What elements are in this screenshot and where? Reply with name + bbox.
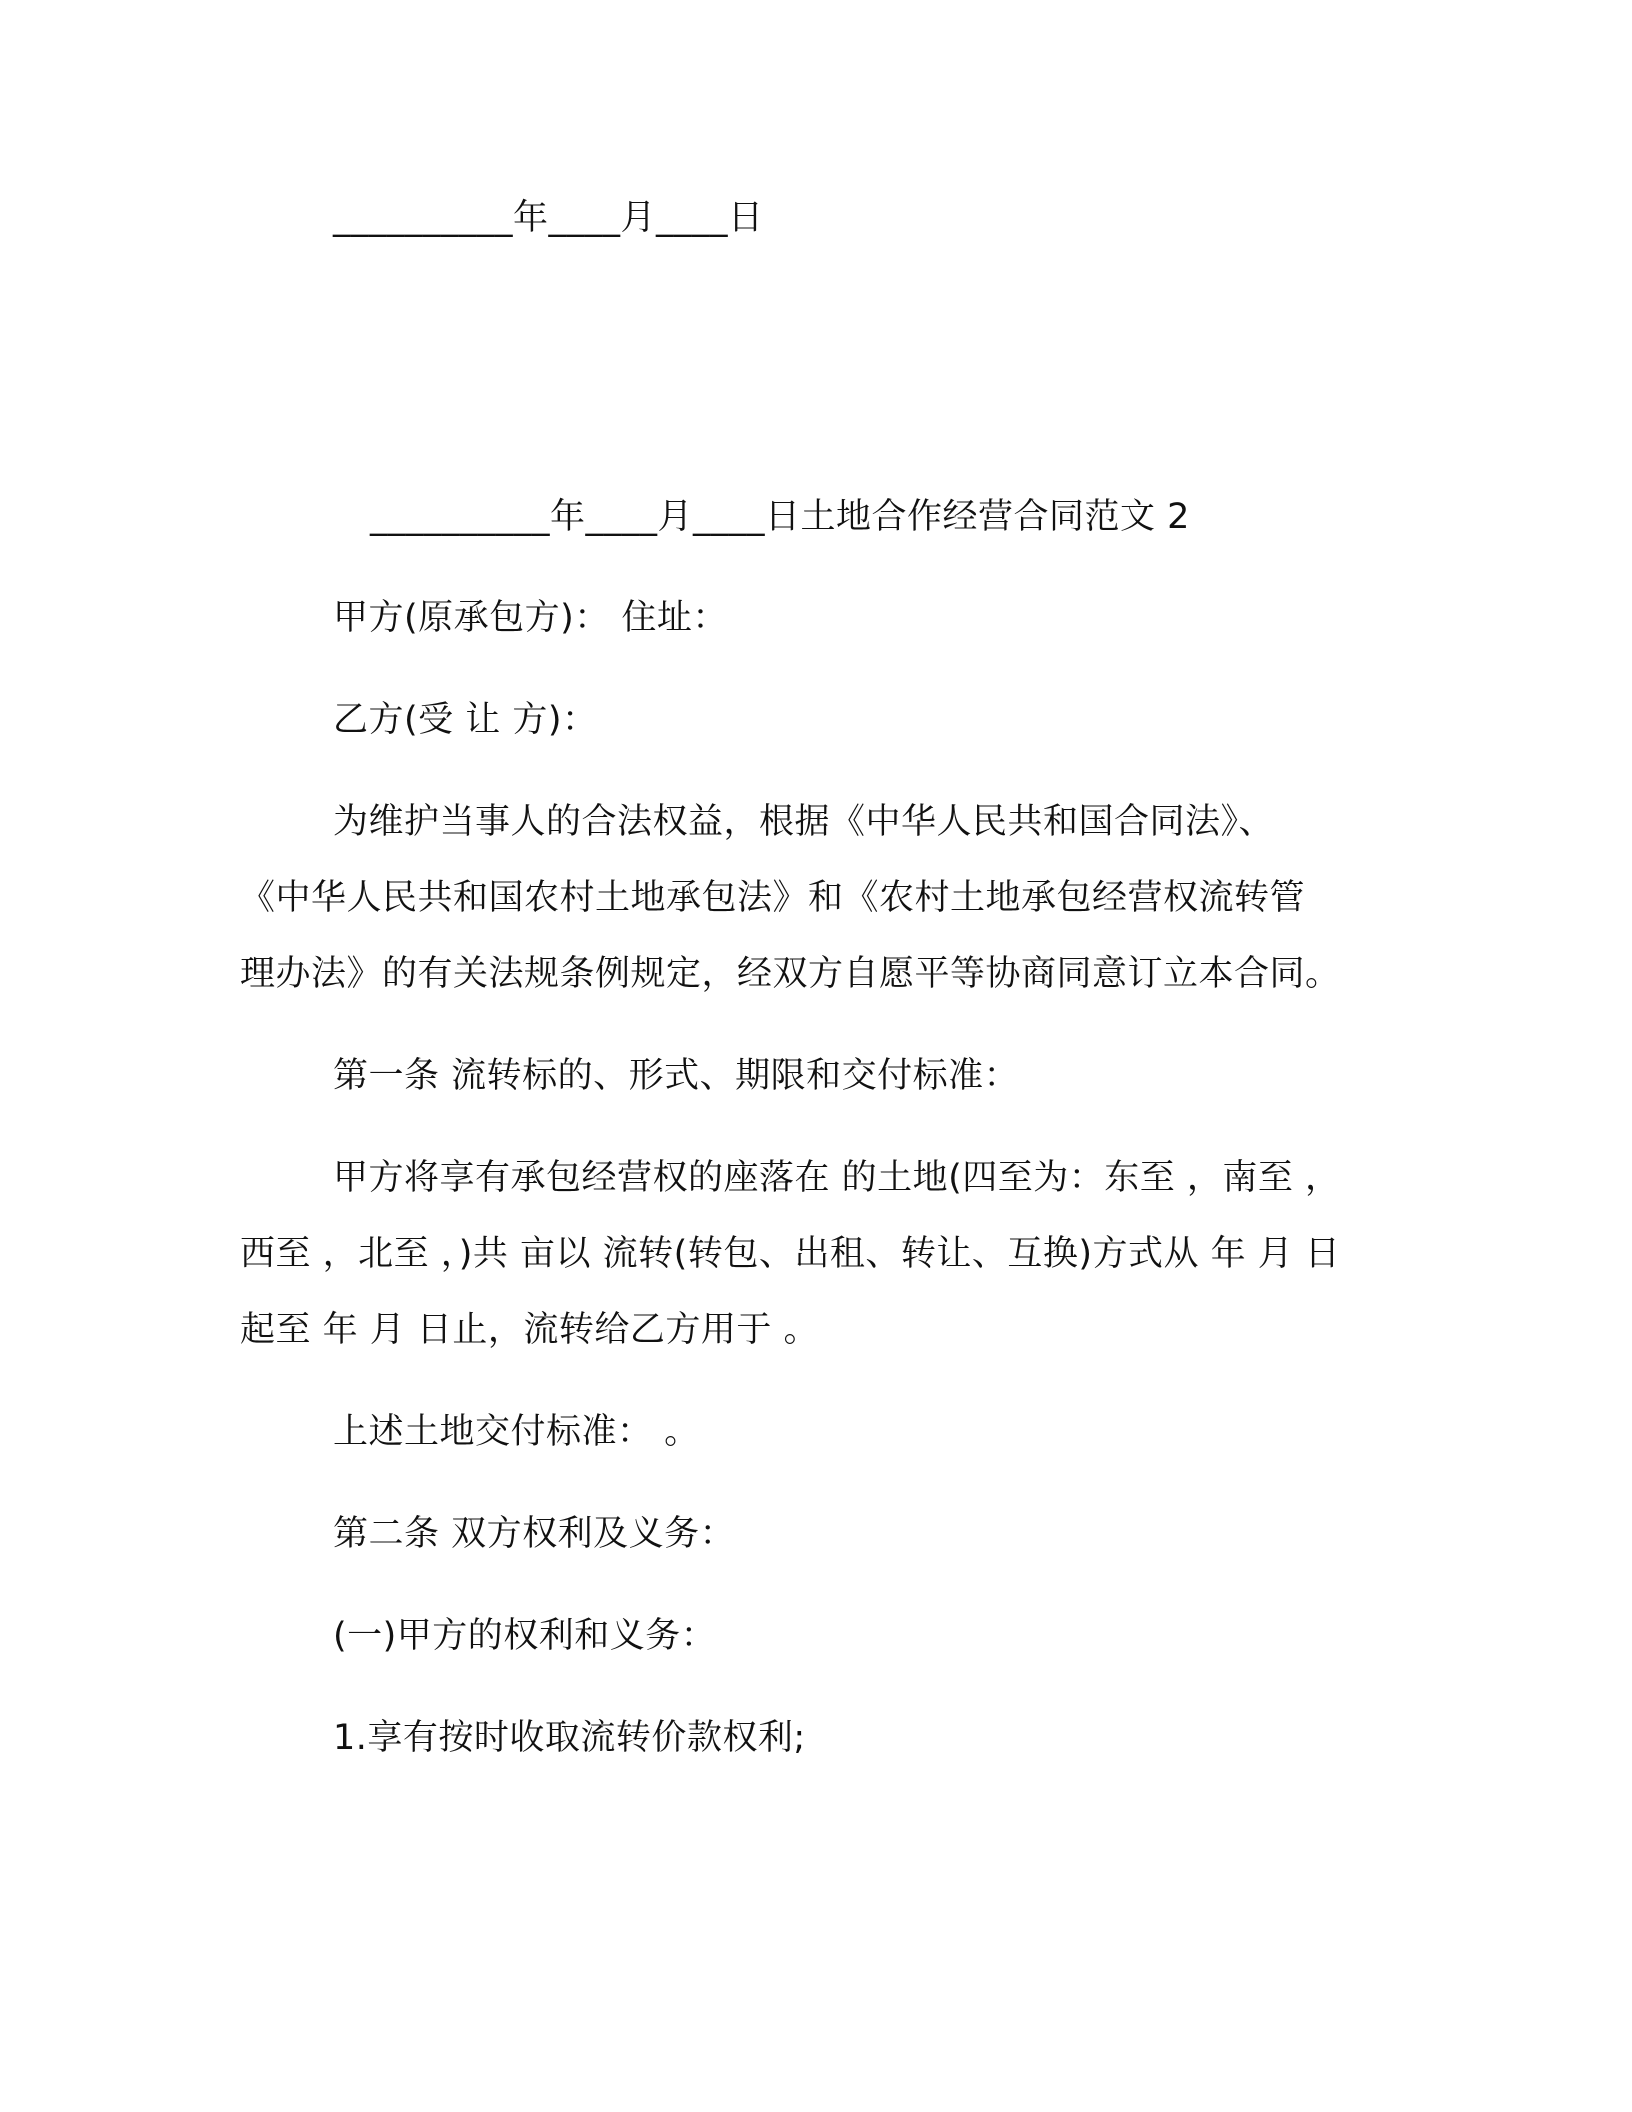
article-1-line-2: 西至 ，北至 ，)共 亩以 流转(转包、出租、转让、互换)方式从 年 月 日 bbox=[240, 1234, 1341, 1274]
preamble-line-1: 为维护当事人的合法权益，根据《中华人民共和国合同法》、 bbox=[333, 802, 1275, 842]
article-1-line-1: 甲方将享有承包经营权的座落在 的土地(四至为：东至 ，南至 ， bbox=[333, 1158, 1341, 1198]
article-1-line-3: 起至 年 月 日止，流转给乙方用于 。 bbox=[240, 1310, 820, 1350]
item-1-line: 1.享有按时收取流转价款权利; bbox=[333, 1718, 806, 1758]
document-title: __________年____月____日土地合作经营合同范文 2 bbox=[370, 497, 1190, 537]
party-b-line: 乙方(受 让 方)： bbox=[333, 700, 598, 740]
party-a-line: 甲方(原承包方)： 住址： bbox=[333, 598, 728, 638]
delivery-standard-line: 上述土地交付标准： 。 bbox=[333, 1412, 700, 1452]
article-1-heading: 第一条 流转标的、形式、期限和交付标准： bbox=[333, 1056, 1020, 1096]
article-2-heading: 第二条 双方权利及义务： bbox=[333, 1514, 736, 1554]
preamble-line-3: 理办法》的有关法规条例规定，经双方自愿平等协商同意订立本合同。 bbox=[240, 954, 1341, 994]
preamble-line-2: 《中华人民共和国农村土地承包法》和《农村土地承包经营权流转管 bbox=[240, 878, 1306, 918]
top-date-line: __________年____月____日 bbox=[333, 198, 764, 238]
section-a-heading: (一)甲方的权利和义务： bbox=[333, 1616, 717, 1656]
